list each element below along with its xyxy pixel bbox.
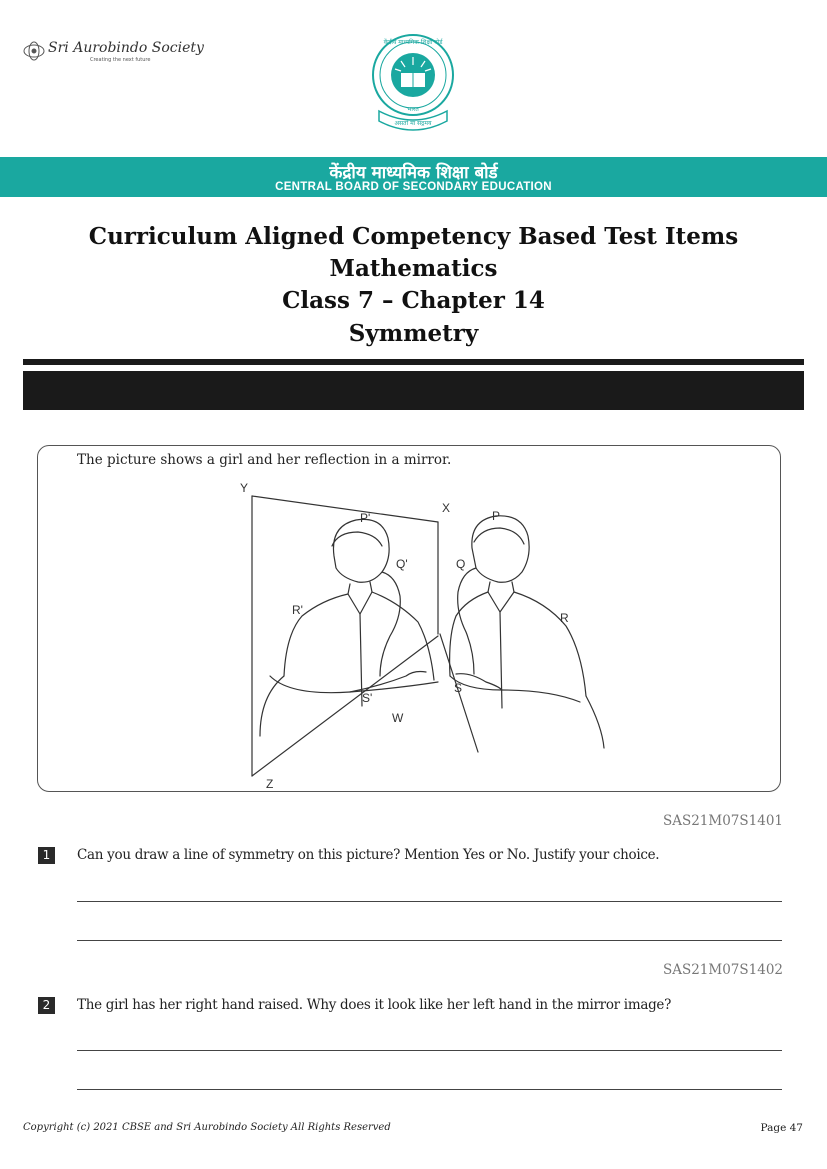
topic-title: Symmetry	[348, 320, 479, 347]
label-Q: Q	[456, 557, 466, 571]
label-Y: Y	[240, 481, 249, 495]
emblem-motto: असतो मा सद्गमय	[394, 120, 432, 127]
cbse-emblem-icon	[363, 33, 463, 139]
label-W: W	[392, 711, 404, 725]
real-figure	[450, 516, 604, 748]
label-R-prime: R'	[292, 603, 303, 617]
emblem-top-text: केंद्रीय माध्यमिक शिक्षा बोर्ड	[383, 39, 443, 46]
answer-line[interactable]	[77, 1050, 782, 1051]
banner-hindi-title: केंद्रीय माध्यमिक शिक्षा बोर्ड	[329, 163, 498, 183]
answer-line[interactable]	[77, 901, 782, 902]
question-code: SAS21M07S1401	[662, 813, 783, 829]
answer-line[interactable]	[77, 940, 782, 941]
sas-name: Sri Aurobindo Society	[48, 40, 204, 56]
label-P-prime: P'	[360, 511, 371, 525]
picture-caption: The picture shows a girl and her reflection in a mirror.	[77, 452, 452, 468]
copyright-notice: Copyright (c) 2021 CBSE and Sri Aurobindo Society All Rights Reserved	[23, 1122, 391, 1133]
label-P: P	[492, 509, 501, 523]
label-S: S	[454, 681, 463, 695]
sas-tagline: Creating the next future	[90, 57, 151, 63]
subject-title: Mathematics	[329, 255, 498, 282]
question-number-badge: 2	[38, 997, 55, 1014]
banner-english-title: CENTRAL BOARD OF SECONDARY EDUCATION	[275, 181, 552, 193]
answer-line[interactable]	[77, 1089, 782, 1090]
divider-rule	[23, 359, 804, 365]
emblem-bottom-text: भारत	[407, 106, 419, 113]
question-text: The girl has her right hand raised. Why does it look like her left hand in the mirror image?	[77, 997, 672, 1013]
chapter-title: Class 7 – Chapter 14	[282, 287, 545, 314]
question-code: SAS21M07S1402	[662, 962, 783, 978]
mirror-reflection-illustration	[230, 476, 610, 794]
question-number-badge: 1	[38, 847, 55, 864]
label-Z: Z	[266, 777, 274, 791]
label-Q-prime: Q'	[396, 557, 408, 571]
page-number: Page 47	[760, 1122, 803, 1134]
black-divider-bar	[23, 371, 804, 410]
mirror-bottom-edge	[252, 636, 438, 776]
question-text: Can you draw a line of symmetry on this picture? Mention Yes or No. Justify your choice.	[77, 847, 660, 863]
label-S-prime: S'	[362, 691, 373, 705]
label-X: X	[442, 501, 451, 515]
mirror-top-edge	[252, 496, 438, 522]
document-title: Curriculum Aligned Competency Based Test Items	[88, 223, 739, 250]
label-R: R	[560, 611, 569, 625]
